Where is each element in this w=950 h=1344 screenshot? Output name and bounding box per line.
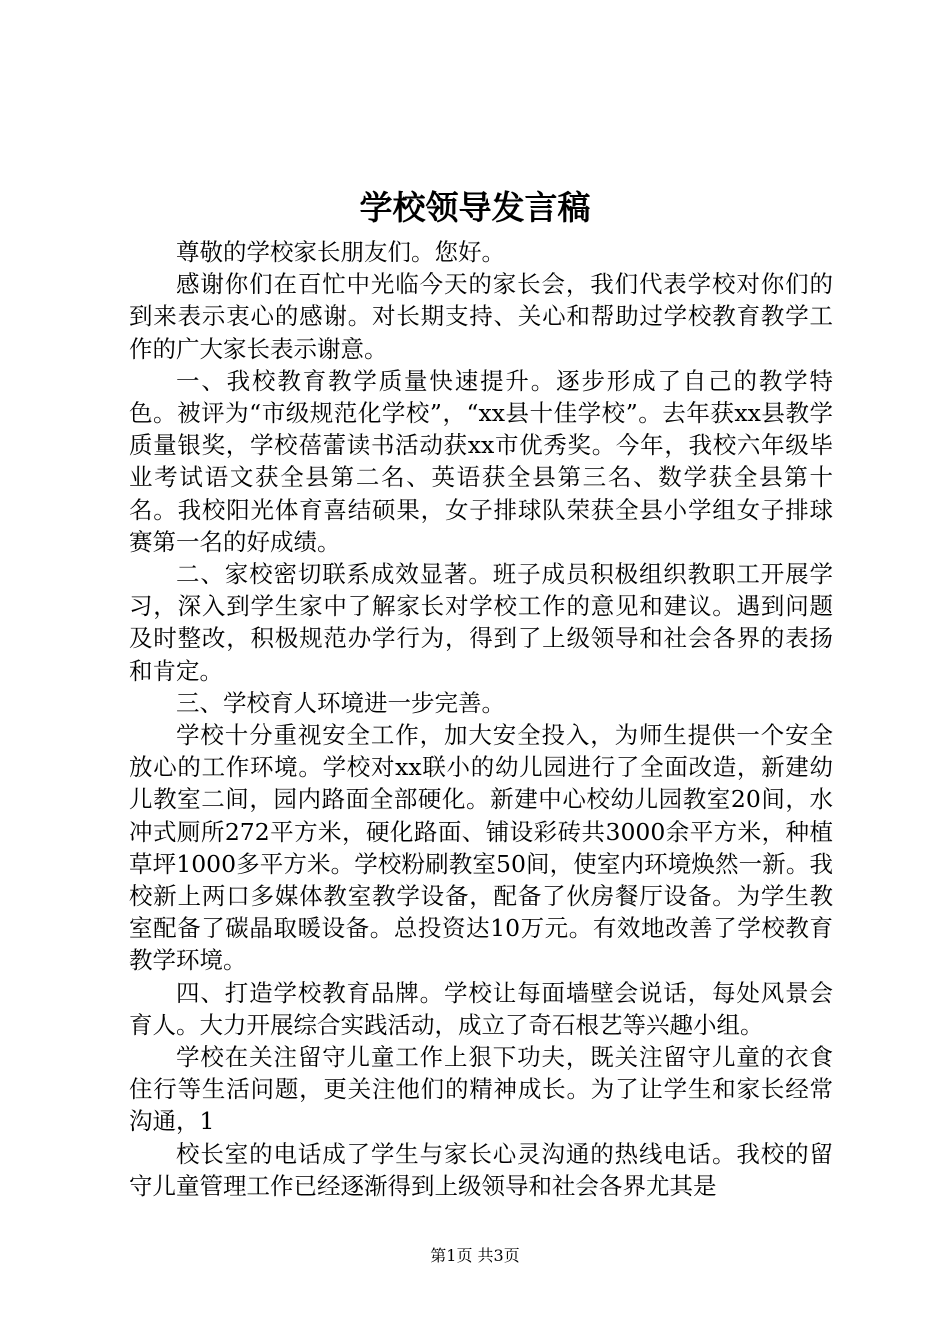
paragraph-safety: 学校十分重视安全工作，加大安全投入，为师生提供一个安全放心的工作环境。学校对xx联小的幼儿园进行了全面改造，新建幼儿教室二间，园内路面全部硬化。新建中心校幼儿园教室20间，水冲式厕所272平方米，硬化路面、铺设彩砖共3000余平方米，种植草坪1000多平方米。学校粉刷教室50间，使室内环境焕然一新。我校新上两口多媒体教室教学设备，配备了伙房餐厅设备。为学生教室配备了碳晶取暖设备。总投资达10万元。有效地改善了学校教育教学环境。 [129, 721, 833, 975]
document-body [129, 236, 833, 1202]
paragraph-section-1: 一、我校教育教学质量快速提升。逐步形成了自己的教学特色。被评为“市级规范化学校”，“xx县十佳学校”。去年获xx县教学质量银奖，学校蓓蕾读书活动获xx市优秀奖。今年，我校六年级毕业考试语文获全县第二名、英语获全县第三名、数学获全县第十名。我校阳光体育喜结硕果，女子排球队荣获全县小学组女子排球赛第一名的好成绩。 [129, 366, 833, 556]
paragraph-greeting: 尊敬的学校家长朋友们。您好。 [176, 238, 505, 266]
paragraph-left-behind-children: 学校在关注留守儿童工作上狠下功夫，既关注留守儿童的衣食住行等生活问题，更关注他们的精神成长。为了让学生和家长经常沟通，1 [129, 1043, 833, 1136]
document-title: 学校领导发言稿 [359, 188, 591, 227]
page-number-footer: 第1页 共3页 [430, 1246, 520, 1265]
paragraph-section-4: 四、打造学校教育品牌。学校让每面墙壁会说话，每处风景会育人。大力开展综合实践活动，成立了奇石根艺等兴趣小组。 [129, 978, 833, 1039]
paragraph-section-2: 二、家校密切联系成效显著。班子成员积极组织教职工开展学习，深入到学生家中了解家长对学校工作的意见和建议。遇到问题及时整改，积极规范办学行为，得到了上级领导和社会各界的表扬和肯定。 [129, 560, 833, 685]
paragraph-hotline: 校长室的电话成了学生与家长心灵沟通的热线电话。我校的留守儿童管理工作已经逐渐得到上级领导和社会各界尤其是 [129, 1139, 833, 1200]
paragraph-thanks: 感谢你们在百忙中光临今天的家长会，我们代表学校对你们的到来表示衷心的感谢。对长期支持、关心和帮助过学校教育教学工作的广大家长表示谢意。 [129, 270, 833, 363]
paragraph-section-3-heading: 三、学校育人环境进一步完善。 [176, 688, 505, 717]
